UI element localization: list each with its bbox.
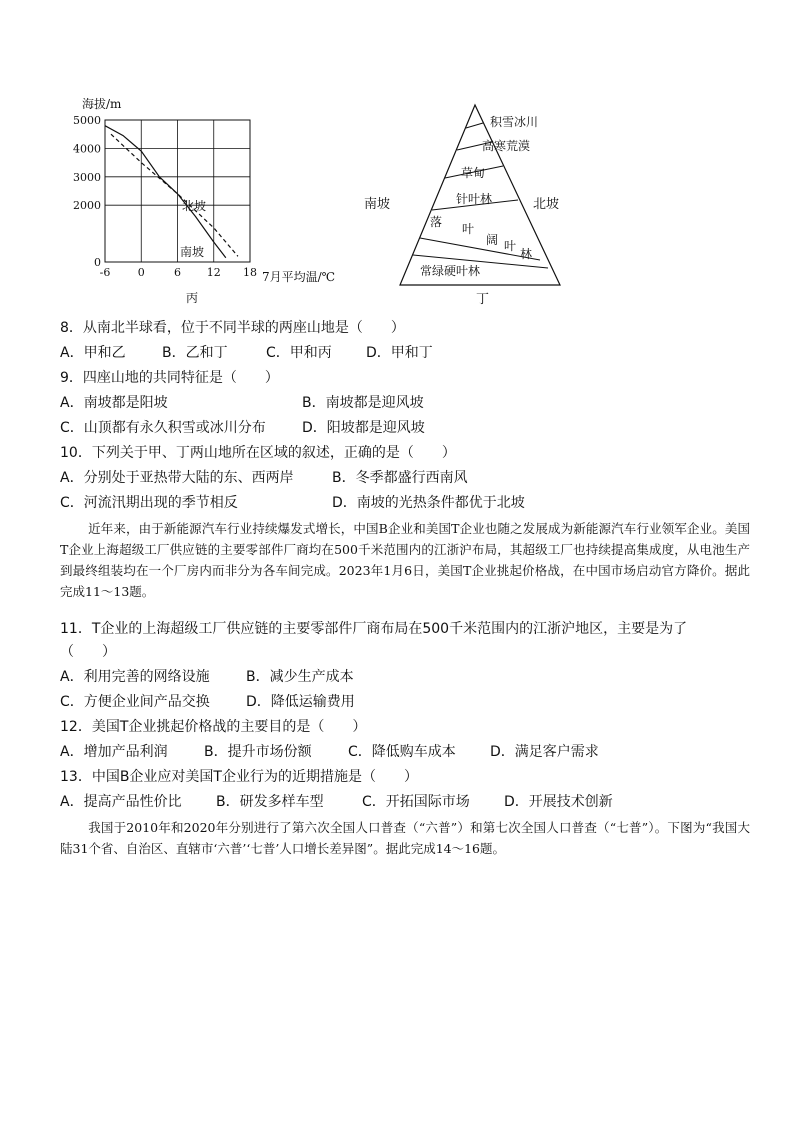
q10-option-d[interactable]: D．南坡的光热条件都优于北坡 <box>332 495 525 511</box>
pyramid-right-label: 北坡 <box>533 197 560 212</box>
x-tick-3: 12 <box>206 266 221 279</box>
chart-ticks <box>73 114 257 279</box>
question-11-stem-cont: （ ） <box>60 644 116 660</box>
passage-ev-industry <box>60 518 750 602</box>
q11-option-d[interactable]: D．降低运输费用 <box>246 694 355 710</box>
pyramid-left-label: 南坡 <box>364 197 391 212</box>
questions-8-10 <box>60 318 750 518</box>
q10-option-c[interactable]: C．河流汛期出现的季节相反 <box>60 495 238 511</box>
q12-option-a[interactable]: A．增加产品利润 <box>60 744 168 760</box>
vegetation-pyramid <box>364 100 590 310</box>
passage-census-text: 我国于2010年和2020年分别进行了第六次全国人口普查（“六普”）和第七次全国人口普查（“七普”）。下图为“我国大陆31个省、自治区、直辖市‘六普’‘七普’人口增长差异图”。据此完成14～16题。 <box>60 820 750 856</box>
zone-conifer: 针叶林 <box>456 192 493 206</box>
y-tick-3: 4000 <box>73 142 101 156</box>
x-tick-4: 18 <box>243 266 257 279</box>
q13-option-b[interactable]: B．研发多样车型 <box>216 794 324 810</box>
zone-deciduous-1: 落 <box>430 215 443 229</box>
pyramid-caption: 丁 <box>476 292 490 307</box>
q12-option-c[interactable]: C．降低购车成本 <box>348 744 456 760</box>
q12-option-d[interactable]: D．满足客户需求 <box>490 744 599 760</box>
y-tick-1: 2000 <box>73 199 101 213</box>
q8-option-c[interactable]: C．甲和丙 <box>266 345 332 361</box>
q11-option-a[interactable]: A．利用完善的网络设施 <box>60 669 210 685</box>
zone-deciduous-4: 叶 <box>504 239 517 253</box>
question-13-stem: 13．中国B企业应对美国T企业行为的近期措施是（ ） <box>60 769 418 785</box>
passage-census <box>60 817 750 859</box>
x-tick-1: 0 <box>137 266 145 279</box>
temperature-altitude-chart <box>60 90 360 310</box>
q13-option-d[interactable]: D．开展技术创新 <box>504 794 613 810</box>
zone-evergreen-sclerophyll: 常绿硬叶林 <box>420 264 481 278</box>
q9-option-c[interactable]: C．山顶都有永久积雪或冰川分布 <box>60 420 266 436</box>
question-10-stem: 10．下列关于甲、丁两山地所在区域的叙述，正确的是（ ） <box>60 445 456 461</box>
pyramid-svg <box>390 100 590 310</box>
chart-series <box>105 126 238 258</box>
chart-svg <box>60 90 360 310</box>
q11-option-b[interactable]: B．减少生产成本 <box>246 669 354 685</box>
question-12-stem: 12．美国T企业挑起价格战的主要目的是（ ） <box>60 719 367 735</box>
q11-option-c[interactable]: C．方便企业间产品交换 <box>60 694 210 710</box>
chart-caption: 丙 <box>186 291 199 305</box>
q13-option-a[interactable]: A．提高产品性价比 <box>60 794 182 810</box>
zone-snow-ice: 积雪冰川 <box>490 115 539 129</box>
series-label-north: 北坡 <box>182 199 207 213</box>
x-tick-0: -6 <box>99 266 111 279</box>
question-8-stem: 8．从南北半球看，位于不同半球的两座山地是（ ） <box>60 320 405 336</box>
chart-grid <box>105 120 250 262</box>
q13-option-c[interactable]: C．开拓国际市场 <box>362 794 470 810</box>
questions-11-13 <box>60 619 750 819</box>
q12-option-b[interactable]: B．提升市场份额 <box>204 744 312 760</box>
zone-alpine-desert: 高寒荒漠 <box>482 139 531 153</box>
q9-option-a[interactable]: A．南坡都是阳坡 <box>60 395 168 411</box>
q8-option-d[interactable]: D．甲和丁 <box>366 345 433 361</box>
q8-option-a[interactable]: A．甲和乙 <box>60 345 126 361</box>
q10-option-a[interactable]: A．分别处于亚热带大陆的东、西两岸 <box>60 470 294 486</box>
y-tick-4: 5000 <box>73 114 101 127</box>
q10-option-b[interactable]: B．冬季都盛行西南风 <box>332 470 468 486</box>
x-tick-2: 6 <box>174 266 181 279</box>
y-tick-2: 3000 <box>73 170 101 184</box>
zone-deciduous-2: 叶 <box>462 222 475 236</box>
q9-option-b[interactable]: B．南坡都是迎风坡 <box>302 395 424 411</box>
y-tick-0: 0 <box>94 256 101 269</box>
series-line-1 <box>111 134 238 256</box>
zone-deciduous-3: 阔 <box>486 233 499 247</box>
question-11-stem: 11．T企业的上海超级工厂供应链的主要零部件厂商布局在500千米范围内的江浙沪地区，主要是为了 <box>60 621 688 637</box>
q8-option-b[interactable]: B．乙和丁 <box>162 345 228 361</box>
x-axis-label: 7月平均温/℃ <box>262 270 336 284</box>
zone-line-1 <box>466 123 483 128</box>
y-axis-label: 海拔/m <box>82 97 122 111</box>
passage-ev-text: 近年来，由于新能源汽车行业持续爆发式增长，中国B企业和美国T企业也随之发展成为新能源汽车行业领军企业。美国T企业上海超级工厂供应链的主要零部件厂商均在500千米范围内的江浙沪布局，其超级工厂也持续提高集成度，从电池生产到最终组装均在一个厂房内而非分为各车间完成。2023年1月6日，美国T企业挑起价格战，在中国市场启动官方降价。据此完成11～13题。 <box>60 521 750 599</box>
question-9-stem: 9．四座山地的共同特征是（ ） <box>60 370 279 386</box>
series-label-south: 南坡 <box>180 245 205 259</box>
q9-option-d[interactable]: D．阳坡都是迎风坡 <box>302 420 425 436</box>
zone-deciduous-5: 林 <box>520 247 533 261</box>
zone-meadow: 草甸 <box>461 166 486 180</box>
